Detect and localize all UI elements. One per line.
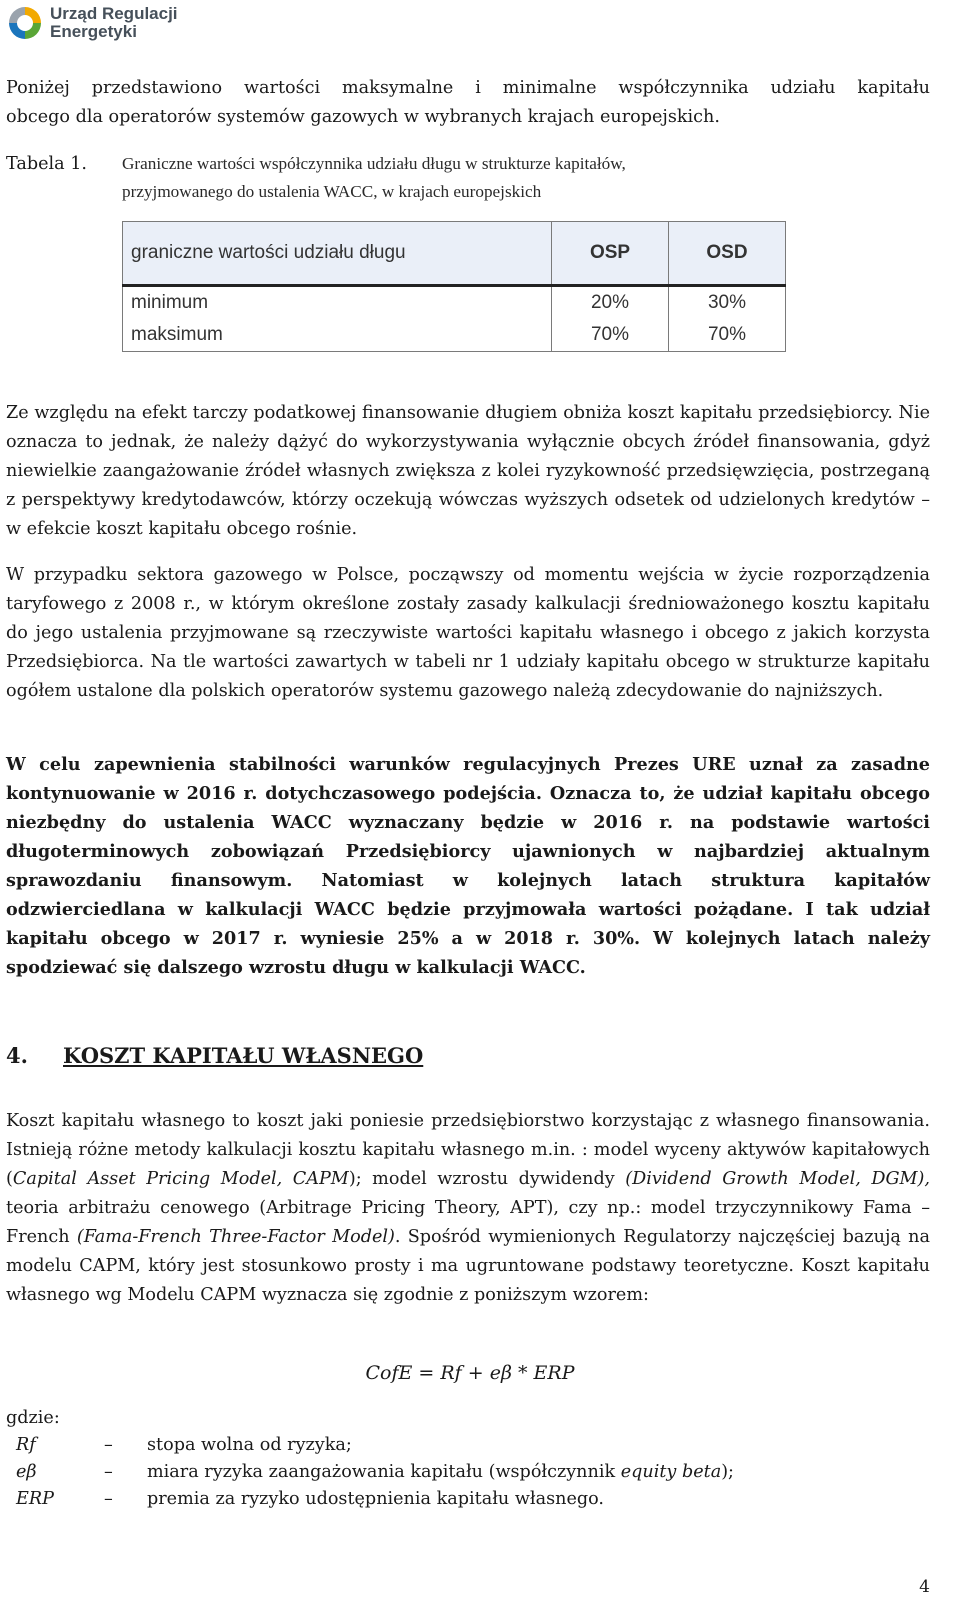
definition-text bbox=[147, 1458, 734, 1486]
table-cell: 20% bbox=[552, 286, 669, 320]
table-cell: 30% bbox=[669, 286, 786, 320]
section-title: KOSZT KAPITAŁU WŁASNEGO bbox=[63, 1043, 424, 1068]
capm-formula: CofE = Rf + eβ * ERP bbox=[365, 1362, 575, 1384]
definition-symbol: ERP bbox=[16, 1489, 54, 1509]
ure-logo-icon bbox=[6, 4, 44, 42]
logo-line-1: Urząd Regulacji bbox=[50, 4, 178, 23]
table-caption-text bbox=[122, 150, 822, 206]
definition-dash: – bbox=[104, 1489, 113, 1509]
text-run: miara ryzyka zaangażowania kapitału (współczynnik bbox=[147, 1462, 621, 1482]
definition-text: stopa wolna od ryzyka; bbox=[147, 1435, 352, 1455]
table-header-cell: OSD bbox=[669, 222, 786, 286]
table-row bbox=[123, 286, 786, 320]
italic-run: (Fama-French Three-Factor Model) bbox=[76, 1227, 395, 1247]
table-cell: 70% bbox=[552, 319, 669, 352]
table-caption-line-2: przyjmowanego do ustalenia WACC, w krajach europejskich bbox=[122, 182, 542, 201]
ure-logo bbox=[6, 4, 178, 42]
section-number: 4. bbox=[6, 1043, 28, 1068]
paragraph-regulatory-stability: W celu zapewnienia stabilności warunków regulacyjnych Prezes URE uznał za zasadne kontynuowanie w 2016 r. dotychczasowego podejścia. Oznacza to, że udział kapitału obcego niezbędny do ustalenia WACC wyznaczany będzie w 2016 r. na podstawie wartości długoterminowych zobowiązań Przedsiębiorcy ujawnionych w najbardziej aktualnym sprawozdaniu finansowym. Natomiast w kolejnych latach struktura kapitałów odzwierciedlana w kalkulacji WACC będzie przyjmowała wartości pożądane. I tak udział kapitału obcego w 2017 r. wyniesie 25% a w 2018 r. 30%. W kolejnych latach należy spodziewać się dalszego wzrostu długu w kalkulacji WACC. bbox=[6, 754, 930, 978]
page-number: 4 bbox=[919, 1577, 930, 1597]
definition-symbol: Rf bbox=[16, 1435, 36, 1455]
definition-dash: – bbox=[104, 1462, 113, 1482]
table-cell: minimum bbox=[123, 286, 552, 320]
table-header-cell: graniczne wartości udziału długu bbox=[123, 222, 552, 286]
ure-logo-text bbox=[50, 5, 178, 41]
table-cell: 70% bbox=[669, 319, 786, 352]
definition-symbol: eβ bbox=[16, 1462, 37, 1482]
table-caption-line-1: Graniczne wartości współczynnika udziału długu w strukturze kapitałów, bbox=[122, 154, 626, 173]
text-run: Koszt kapitału własnego to koszt jaki poniesie przedsiębiorstwo korzystając z własnego finansowania. Istnieją różne metody kalkulacji kosztu kapitału własnego m.in. : model wyceny aktywów kapitałowych ( bbox=[6, 1111, 930, 1189]
where-label: gdzie: bbox=[6, 1408, 60, 1428]
section-heading bbox=[6, 1040, 423, 1072]
italic-run: Capital Asset Pricing Model, CAPM bbox=[12, 1169, 349, 1189]
table-caption-label: Tabela 1. bbox=[6, 154, 88, 174]
table-header-row bbox=[123, 222, 786, 286]
debt-share-table bbox=[122, 221, 786, 352]
text-run: ); model wzrostu dywidendy bbox=[348, 1169, 626, 1189]
table-row bbox=[123, 319, 786, 352]
table-cell: maksimum bbox=[123, 319, 552, 352]
definition-text: premia za ryzyko udostępnienia kapitału własnego. bbox=[147, 1489, 604, 1509]
text-run: teoria arbitrażu cenowego (Arbitrage Pricing Theory, APT), czy np.: model trzyczynnikowy Fama – French bbox=[6, 1198, 930, 1247]
table-header-cell: OSP bbox=[552, 222, 669, 286]
paragraph-tax-shield: Ze względu na efekt tarczy podatkowej finansowanie długiem obniża koszt kapitału przedsiębiorcy. Nie oznacza to jednak, że należy dążyć do wykorzystywania wyłącznie obcych źródeł finansowania, gdyż niewielkie zaangażowanie źródeł własnych zwiększa z kolei ryzykowność przedsięwzięcia, postrzeganą z perspektywy kredytodawców, którzy oczekują wówczas wyższych odsetek od udzielonych kredytów – w efekcie koszt kapitału obcego rośnie. bbox=[6, 403, 930, 539]
text-run: . Spośród wymienionych Regulatorzy najczęściej bazują na modelu CAPM, który jest stosunkowo prosty i ma ugruntowane podstawy teoretyczne. Koszt kapitału własnego wg Modelu CAPM wyznacza się zgodnie z poniższym wzorem: bbox=[6, 1227, 930, 1305]
definition-dash: – bbox=[104, 1435, 113, 1455]
italic-run: equity beta bbox=[620, 1462, 722, 1482]
text-run: ); bbox=[721, 1462, 734, 1482]
intro-line-2: obcego dla operatorów systemów gazowych w wybranych krajach europejskich. bbox=[6, 107, 720, 127]
intro-line-1: Poniżej przedstawiono wartości maksymalne i minimalne współczynnika udziału kapitału bbox=[6, 78, 930, 98]
paragraph-polish-gas-sector: W przypadku sektora gazowego w Polsce, począwszy od momentu wejścia w życie rozporządzenia taryfowego z 2008 r., w którym określone zostały zasady kalkulacji średnioważonego kosztu kapitału do jego ustalenia przyjmowane są rzeczywiste wartości kapitału własnego i obcego z jakich korzysta Przedsiębiorca. Na tle wartości zawartych w tabeli nr 1 udziały kapitału obcego w strukturze kapitału ogółem ustalone dla polskich operatorów systemu gazowego należą zdecydowanie do najniższych. bbox=[6, 565, 930, 701]
paragraph-cost-of-equity bbox=[6, 1107, 930, 1310]
italic-run: (Dividend Growth Model, DGM), bbox=[625, 1169, 930, 1189]
logo-line-2: Energetyki bbox=[50, 22, 137, 41]
